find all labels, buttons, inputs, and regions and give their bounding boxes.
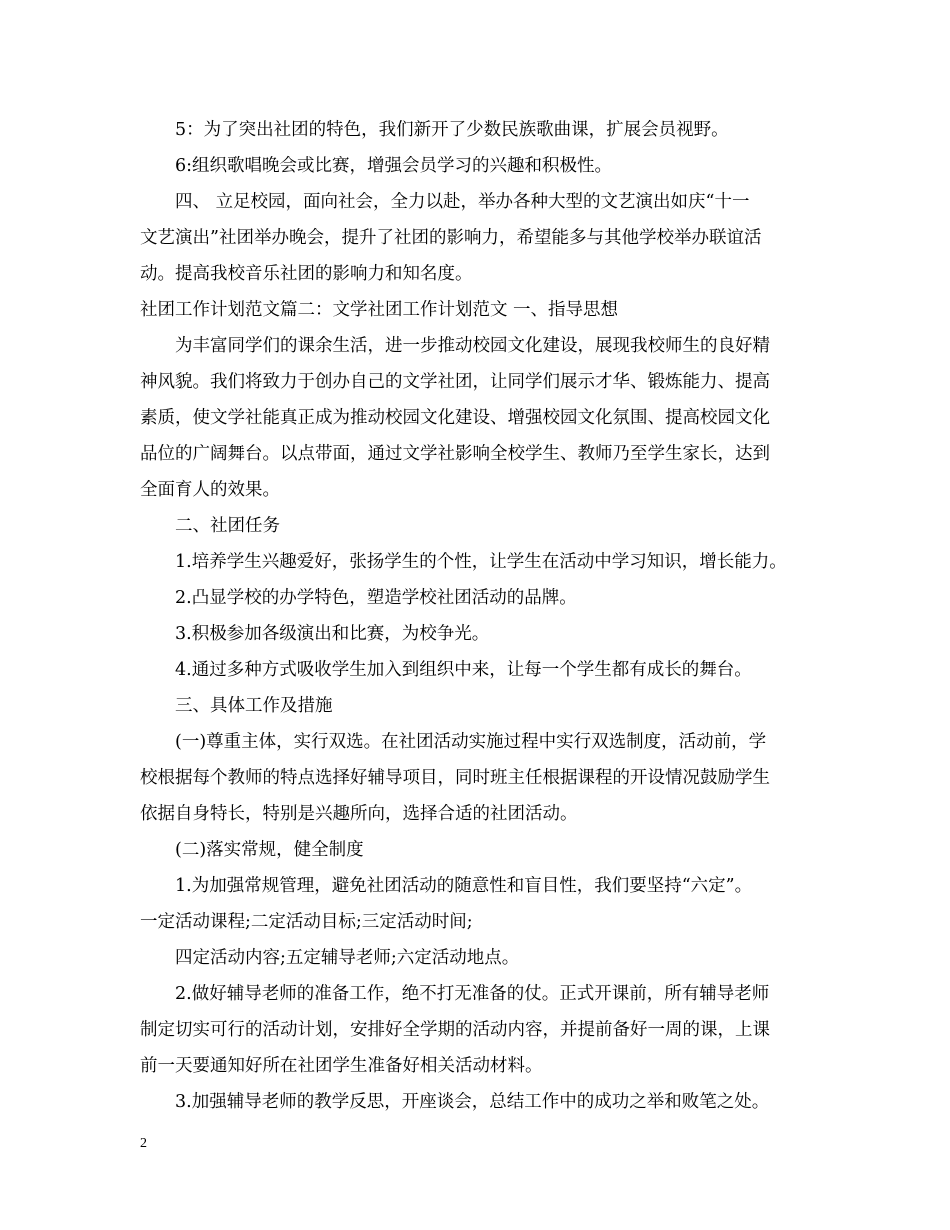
text-line: 2.做好辅导老师的准备工作，绝不打无准备的仗。正式开课前，所有辅导老师: [175, 984, 770, 1004]
text-line: 4.通过多种方式吸收学生加入到组织中来，让每一个学生都有成长的舞台。: [175, 660, 752, 680]
text-line: 6:组织歌唱晚会或比赛，增强会员学习的兴趣和积极性。: [175, 156, 613, 176]
text-line: 二、社团任务: [175, 516, 280, 536]
text-line: 社团工作计划范文篇二：文学社团工作计划范文 一、指导思想: [140, 300, 619, 320]
text-line: 1.为加强常规管理，避免社团活动的随意性和盲目性，我们要坚持“六定”。: [175, 876, 753, 896]
text-line: (一)尊重主体，实行双选。在社团活动实施过程中实行双选制度，活动前，学: [175, 732, 767, 752]
text-line: 2.凸显学校的办学特色，塑造学校社团活动的品牌。: [175, 588, 577, 608]
text-line: 制定切实可行的活动计划，安排好全学期的活动内容，并提前备好一周的课，上课: [140, 1020, 770, 1040]
text-line: 3.加强辅导老师的教学反思，开座谈会，总结工作中的成功之举和败笔之处。: [175, 1092, 770, 1112]
document-body: [140, 112, 840, 1120]
text-line: 品位的广阔舞台。以点带面，通过文学社影响全校学生、教师乃至学生家长，达到: [140, 444, 770, 464]
text-line: 校根据每个教师的特点选择好辅导项目，同时班主任根据课程的开设情况鼓励学生: [140, 768, 770, 788]
text-line: 为丰富同学们的课余生活，进一步推动校园文化建设，展现我校师生的良好精: [175, 336, 770, 356]
text-line: (二)落实常规，健全制度: [175, 840, 364, 860]
text-line: 3.积极参加各级演出和比赛，为校争光。: [175, 624, 490, 644]
text-line: 5：为了突出社团的特色，我们新开了少数民族歌曲课，扩展会员视野。: [175, 120, 729, 140]
text-line: 全面育人的效果。: [140, 480, 280, 500]
text-line: 文艺演出”社团举办晚会，提升了社团的影响力，希望能多与其他学校举办联谊活: [140, 228, 762, 248]
text-line: 1.培养学生兴趣爱好，张扬学生的个性，让学生在活动中学习知识，增长能力。: [175, 552, 787, 572]
text-line: 四定活动内容;五定辅导老师;六定活动地点。: [175, 948, 520, 968]
text-line: 四、 立足校园，面向社会，全力以赴，举办各种大型的文艺演出如庆“十一: [175, 192, 750, 212]
page-number: 2: [140, 1136, 147, 1151]
text-line: 依据自身特长，特别是兴趣所向，选择合适的社团活动。: [140, 804, 578, 824]
text-line: 前一天要通知好所在社团学生准备好相关活动材料。: [140, 1056, 543, 1076]
text-line: 一定活动课程;二定活动目标;三定活动时间;: [140, 912, 473, 932]
text-line: 三、具体工作及措施: [175, 696, 333, 716]
text-line: 动。提高我校音乐社团的影响力和知名度。: [140, 264, 473, 284]
text-line: 素质，使文学社能真正成为推动校园文化建设、增强校园文化氛围、提高校园文化: [140, 408, 770, 428]
text-line: 神风貌。我们将致力于创办自己的文学社团，让同学们展示才华、锻炼能力、提高: [140, 372, 770, 392]
